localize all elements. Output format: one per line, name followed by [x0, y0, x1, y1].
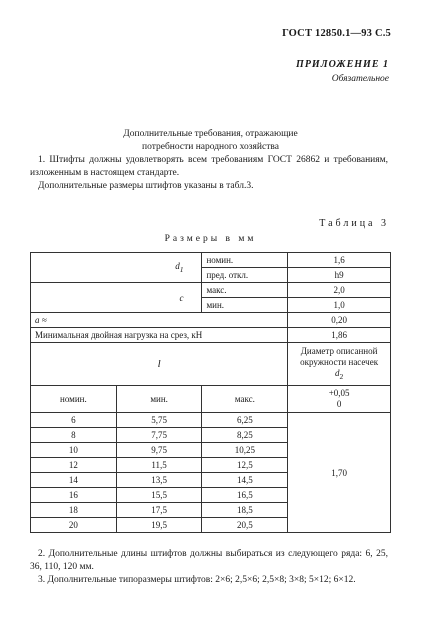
d1-nominal-label: номин. — [202, 253, 288, 268]
col-min: мин. — [116, 386, 202, 413]
section-title-line-1: Дополнительные требования, отражающие — [123, 129, 298, 139]
row-min: 7,75 — [116, 428, 202, 443]
load-label: Минимальная двойная нагрузка на срез, кН — [31, 328, 288, 343]
row-max: 20,5 — [202, 518, 288, 533]
d1-symbol: d — [175, 260, 180, 271]
row-max: 12,5 — [202, 458, 288, 473]
standard-header: ГОСТ 12850.1—93 С.5 — [282, 28, 391, 39]
row-min: 19,5 — [116, 518, 202, 533]
row-nominal: 10 — [31, 443, 117, 458]
d1-symbol-cell — [31, 253, 202, 283]
a-label: a ≈ — [31, 313, 288, 328]
row-nominal: 18 — [31, 503, 117, 518]
row-max: 10,25 — [202, 443, 288, 458]
c-min-value: 1,0 — [288, 298, 391, 313]
row-max: 14,5 — [202, 473, 288, 488]
row-max: 6,25 — [202, 413, 288, 428]
load-value: 1,86 — [288, 328, 391, 343]
section-title-line-2: потребности народного хозяйства — [142, 142, 279, 152]
row-min: 11,5 — [116, 458, 202, 473]
table-row — [31, 313, 391, 328]
col-nominal: номин. — [31, 386, 117, 413]
d2-subscript: 2 — [339, 371, 344, 381]
c-max-label: макс. — [202, 283, 288, 298]
table-row — [31, 343, 391, 386]
l-symbol: l — [31, 343, 288, 386]
row-min: 9,75 — [116, 443, 202, 458]
col-max: макс. — [202, 386, 288, 413]
annex-title: ПРИЛОЖЕНИЕ 1 — [296, 59, 389, 70]
d1-nominal-value: 1,6 — [288, 253, 391, 268]
tolerance-cell — [288, 386, 391, 413]
table-label: Таблица 3 — [319, 218, 389, 229]
row-min: 15,5 — [116, 488, 202, 503]
row-nominal: 8 — [31, 428, 117, 443]
c-max-value: 2,0 — [288, 283, 391, 298]
row-min: 17,5 — [116, 503, 202, 518]
paragraph-1b: Дополнительные размеры штифтов указаны в табл.3. — [38, 181, 254, 191]
annex-block — [296, 58, 389, 86]
table-row — [31, 283, 391, 298]
row-nominal: 12 — [31, 458, 117, 473]
d1-subscript: 1 — [179, 264, 184, 274]
d1-tol-label: пред. откл. — [202, 268, 288, 283]
row-min: 5,75 — [116, 413, 202, 428]
d2-symbol: d — [334, 368, 340, 379]
row-nominal: 6 — [31, 413, 117, 428]
note-3: 3. Дополнительные типоразмеры штифтов: 2×6; 2,5×6; 2,5×8; 3×8; 5×12; 6×12. — [38, 575, 356, 585]
diam-value: 1,70 — [288, 413, 391, 533]
table-row — [31, 328, 391, 343]
row-max: 16,5 — [202, 488, 288, 503]
section-title — [0, 128, 421, 154]
note-2: 2. Дополнительные длины штифтов должны выбираться из следующего ряда: 6, 25, 36, 110, 120 мм. — [30, 549, 388, 572]
row-nominal: 14 — [31, 473, 117, 488]
a-value: 0,20 — [288, 313, 391, 328]
row-max: 8,25 — [202, 428, 288, 443]
row-max: 18,5 — [202, 503, 288, 518]
paragraph-1: 1. Штифты должны удовлетворять всем требованиям ГОСТ 26862 и требованиям, изложенным в настоящем стандарте. — [30, 155, 388, 178]
table-row — [31, 253, 391, 268]
c-symbol: c — [31, 283, 202, 313]
tol-upper: +0,05 — [328, 388, 350, 398]
row-nominal: 20 — [31, 518, 117, 533]
annex-subtitle: Обязательное — [331, 74, 389, 84]
sizes-caption: Размеры в мм — [164, 234, 257, 244]
dimensions-table — [30, 252, 391, 533]
diam-header-cell — [288, 343, 391, 386]
table-row — [31, 413, 391, 428]
row-min: 13,5 — [116, 473, 202, 488]
diam-header: Диаметр описанной окружности насечек — [300, 346, 379, 368]
row-nominal: 16 — [31, 488, 117, 503]
c-min-label: мин. — [202, 298, 288, 313]
tol-lower: 0 — [336, 399, 342, 409]
d1-tol-value: h9 — [288, 268, 391, 283]
